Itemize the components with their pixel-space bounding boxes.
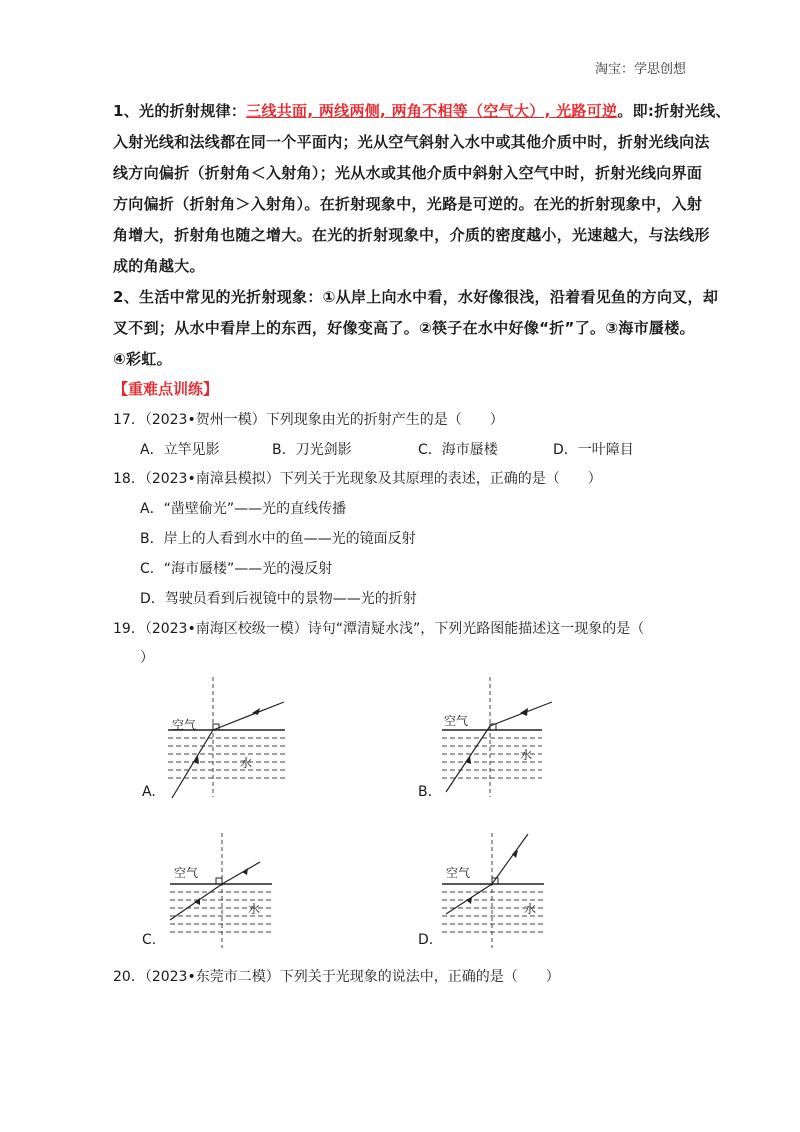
header-shop-label: 淘宝：学思创想: [594, 62, 686, 77]
air-label: 空气: [446, 866, 471, 880]
section1-red-rule: 三线共面, 两线两侧, 两角不相等（空气大）, 光路可逆: [246, 102, 618, 120]
section1-line1: [113, 100, 731, 121]
q17-option-c[interactable]: C．海市蜃楼: [418, 442, 498, 458]
section1-line: 线方向偏折（折射角＜入射角）；光从水或其他介质中斜射入空气中时，折射光线向界面: [113, 164, 703, 182]
air-label: 空气: [172, 718, 197, 732]
water-label: 水: [248, 902, 261, 916]
q19-stem-end: ）: [140, 650, 154, 666]
section1-lead: 1、光的折射规律：: [113, 102, 247, 120]
section2-line: 2、生活中常见的光折射现象：①从岸上向水中看，水好像很浅，沿着看见鱼的方向叉，却: [113, 288, 719, 306]
water-label: 水: [520, 748, 533, 762]
q17-option-b[interactable]: B．刀光剑影: [272, 442, 352, 458]
section1-line: 入射光线和法线都在同一个平面内；光从空气斜射入水中或其他介质中时，折射光线向法: [113, 133, 710, 151]
q19-diagram-d: [432, 828, 572, 953]
q19-stem: 19．（2023•南海区校级一模）诗句“潭清疑水浅”，下列光路图能描述这一现象的是（: [113, 621, 645, 637]
water-label: 水: [240, 756, 253, 770]
q19-diagram-b: [432, 672, 572, 802]
section1-line: 成的角越大。: [113, 257, 205, 275]
q17-option-a[interactable]: A．立竿见影: [140, 442, 220, 458]
q19-option-a[interactable]: A.: [142, 784, 156, 800]
air-label: 空气: [174, 866, 199, 880]
q17-stem: 17．（2023•贺州一模）下列现象由光的折射产生的是（ ）: [113, 412, 504, 428]
q18-option-d[interactable]: D．驾驶员看到后视镜中的景物——光的折射: [140, 591, 417, 607]
section2-line: 叉不到；从水中看岸上的东西，好像变高了。②筷子在水中好像“折”了。③海市蜃楼。: [113, 319, 695, 337]
q19-diagram-a: [160, 672, 300, 802]
q19-option-c[interactable]: C.: [142, 932, 157, 948]
water-label: 水: [524, 902, 537, 916]
q18-option-a[interactable]: A．“凿壁偷光”——光的直线传播: [140, 501, 347, 517]
q19-diagram-c: [160, 828, 300, 953]
q18-option-c[interactable]: C．“海市蜃楼”——光的漫反射: [140, 561, 333, 577]
section2-line: ④彩虹。: [113, 350, 172, 368]
section1-line1-rest: 。即:折射光线、: [617, 102, 731, 120]
air-label: 空气: [444, 714, 469, 728]
section1-line: 角增大，折射角也随之增大。在光的折射现象中，介质的密度越小，光速越大，与法线形: [113, 226, 710, 244]
practice-title: 【重难点训练】: [113, 380, 219, 398]
q20-stem: 20．（2023•东莞市二模）下列关于光现象的说法中，正确的是（ ）: [113, 969, 560, 985]
q19-option-b[interactable]: B.: [418, 784, 433, 800]
q19-option-d[interactable]: D.: [418, 932, 434, 948]
q17-option-d[interactable]: D．一叶障目: [553, 442, 634, 458]
q18-option-b[interactable]: B．岸上的人看到水中的鱼——光的镜面反射: [140, 531, 416, 547]
section1-line: 方向偏折（折射角＞入射角）。在折射现象中，光路是可逆的。在光的折射现象中，入射: [113, 195, 703, 213]
q18-stem: 18．（2023•南漳县模拟）下列关于光现象及其原理的表述，正确的是（ ）: [113, 471, 602, 487]
